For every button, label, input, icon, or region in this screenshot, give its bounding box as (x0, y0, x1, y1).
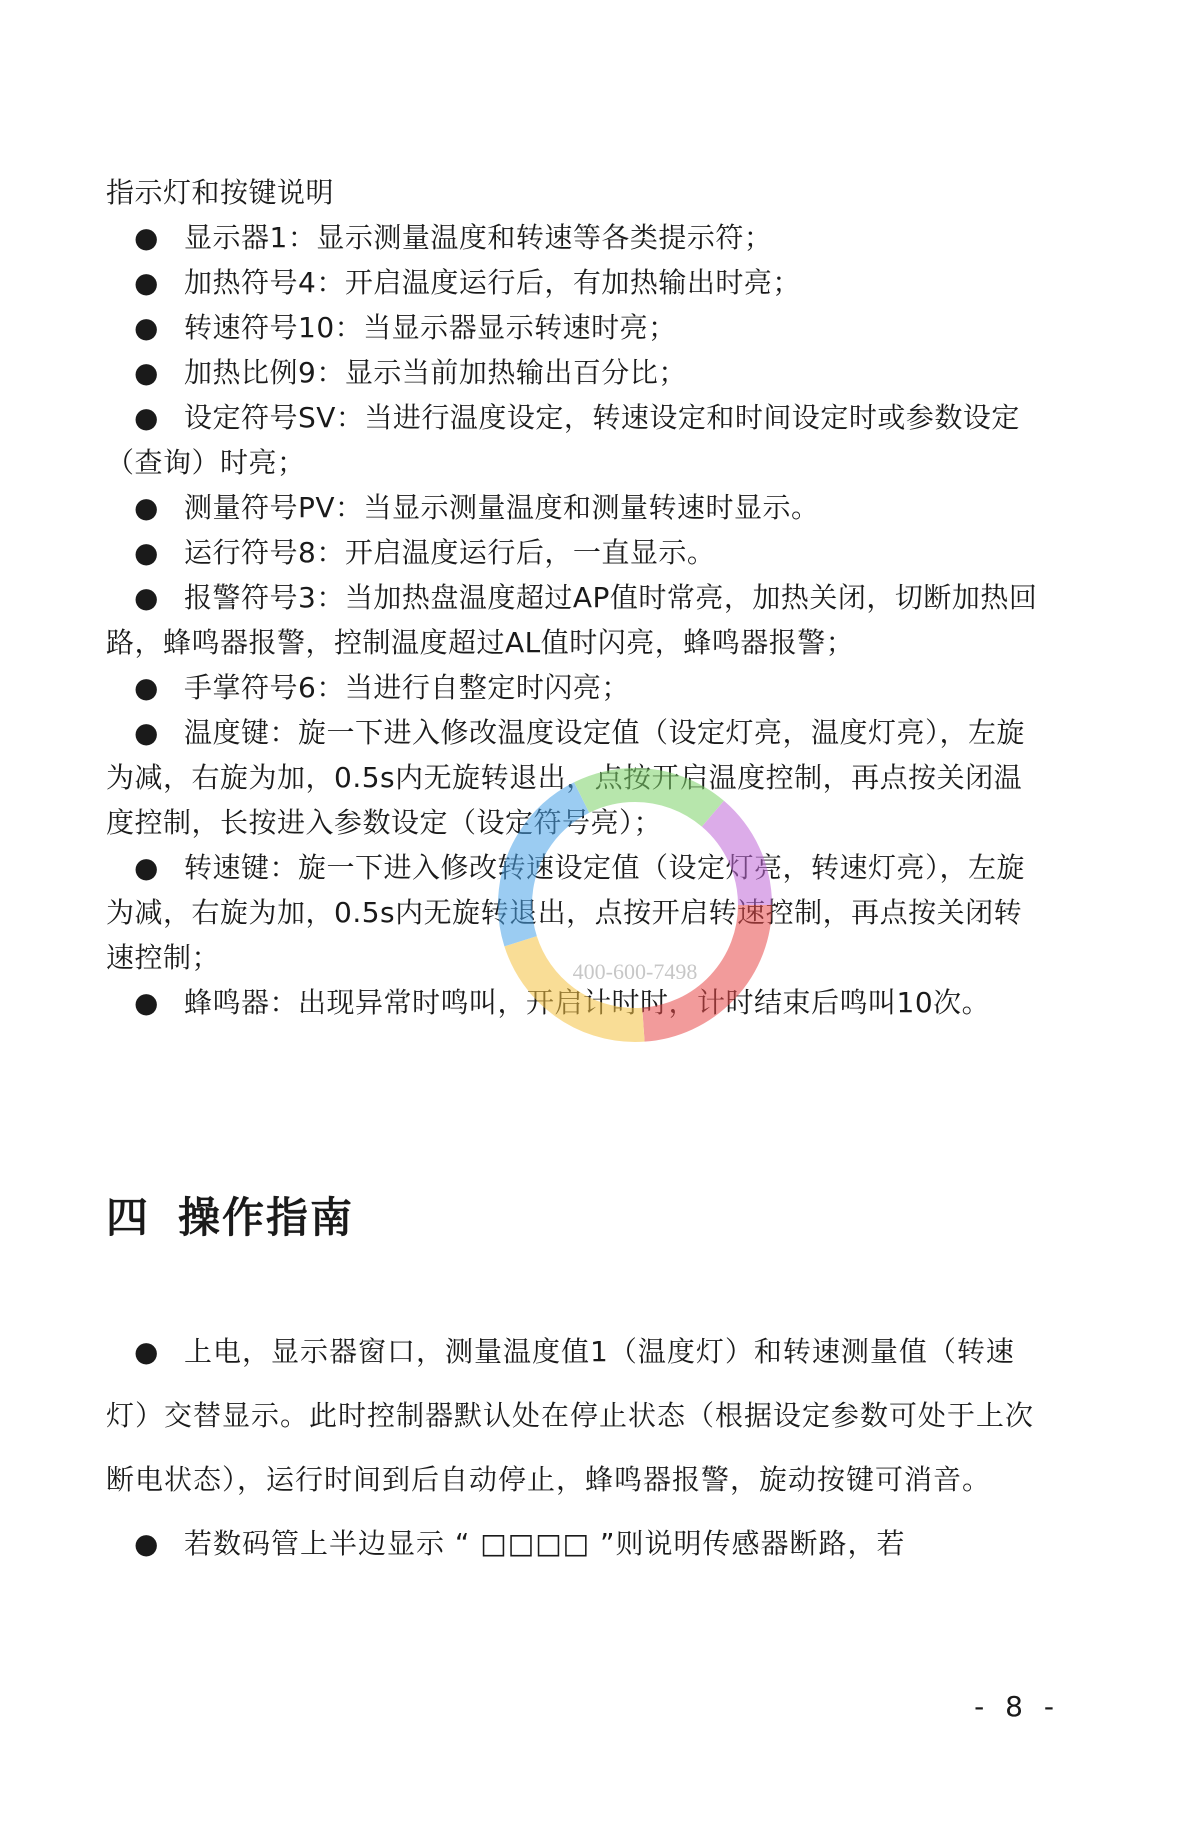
list-item: ● 蜂鸣器：出现异常时鸣叫，开启计时时，计时结束后鸣叫10次。 (106, 980, 1046, 1025)
bullet-icon: ● (134, 671, 159, 704)
bullet-icon: ● (134, 311, 159, 344)
bullet-icon: ● (134, 491, 159, 524)
bullet-icon: ● (134, 266, 159, 299)
list-item: ● 显示器1：显示测量温度和转速等各类提示符； (106, 215, 1046, 260)
section-number: 四 (106, 1193, 151, 1242)
list-item: ● 加热符号4：开启温度运行后，有加热输出时亮； (106, 260, 1046, 305)
indicator-section-title: 指示灯和按键说明 (106, 176, 335, 209)
watermark-phone: 400-600-7498 (572, 959, 698, 984)
paragraph: ● 若数码管上半边显示 “ □□□□ ”则说明传感器断路，若 (106, 1512, 1052, 1576)
bullet-icon: ● (134, 851, 159, 884)
list-item: ● 运行符号8：开启温度运行后，一直显示。 (106, 530, 1046, 575)
bullet-icon: ● (134, 536, 159, 569)
paragraph: ● 上电，显示器窗口，测量温度值1（温度灯）和转速测量值（转速灯）交替显示。此时控制器默认处在停止状态（根据设定参数可处于上次断电状态），运行时间到后自动停止，蜂鸣器报警，旋动按键可消音。 (106, 1320, 1052, 1512)
bullet-icon: ● (134, 1527, 160, 1560)
list-item: ● 手掌符号6：当进行自整定时闪亮； (106, 665, 1046, 710)
list-item: ● 转速键：旋一下进入修改转速设定值（设定灯亮，转速灯亮），左旋为减，右旋为加，0.5s内无旋转退出，点按开启转速控制，再点按关闭转速控制； (106, 845, 1046, 980)
operation-section-title (106, 1185, 354, 1245)
bullet-icon: ● (134, 356, 159, 389)
list-item: ● 转速符号10：当显示器显示转速时亮； (106, 305, 1046, 350)
bullet-icon: ● (134, 1335, 160, 1368)
section-title-text: 操作指南 (178, 1193, 355, 1242)
page-number: - 8 - (974, 1690, 1060, 1723)
list-item: ● 报警符号3：当加热盘温度超过AP值时常亮，加热关闭，切断加热回路，蜂鸣器报警，控制温度超过AL值时闪亮，蜂鸣器报警； (106, 575, 1046, 665)
list-item: ● 测量符号PV：当显示测量温度和测量转速时显示。 (106, 485, 1046, 530)
operation-section-body (106, 1320, 1052, 1576)
list-item: ● 加热比例9：显示当前加热输出百分比； (106, 350, 1046, 395)
indicator-list (106, 215, 1046, 1025)
list-item: ● 温度键：旋一下进入修改温度设定值（设定灯亮，温度灯亮），左旋为减，右旋为加，0.5s内无旋转退出，点按开启温度控制，再点按关闭温度控制，长按进入参数设定（设定符号亮）； (106, 710, 1046, 845)
bullet-icon: ● (134, 221, 159, 254)
bullet-icon: ● (134, 401, 159, 434)
bullet-icon: ● (134, 581, 159, 614)
indicator-section (106, 170, 1046, 1025)
bullet-icon: ● (134, 986, 159, 1019)
bullet-icon: ● (134, 716, 159, 749)
list-item: ● 设定符号SV：当进行温度设定，转速设定和时间设定时或参数设定（查询）时亮； (106, 395, 1046, 485)
